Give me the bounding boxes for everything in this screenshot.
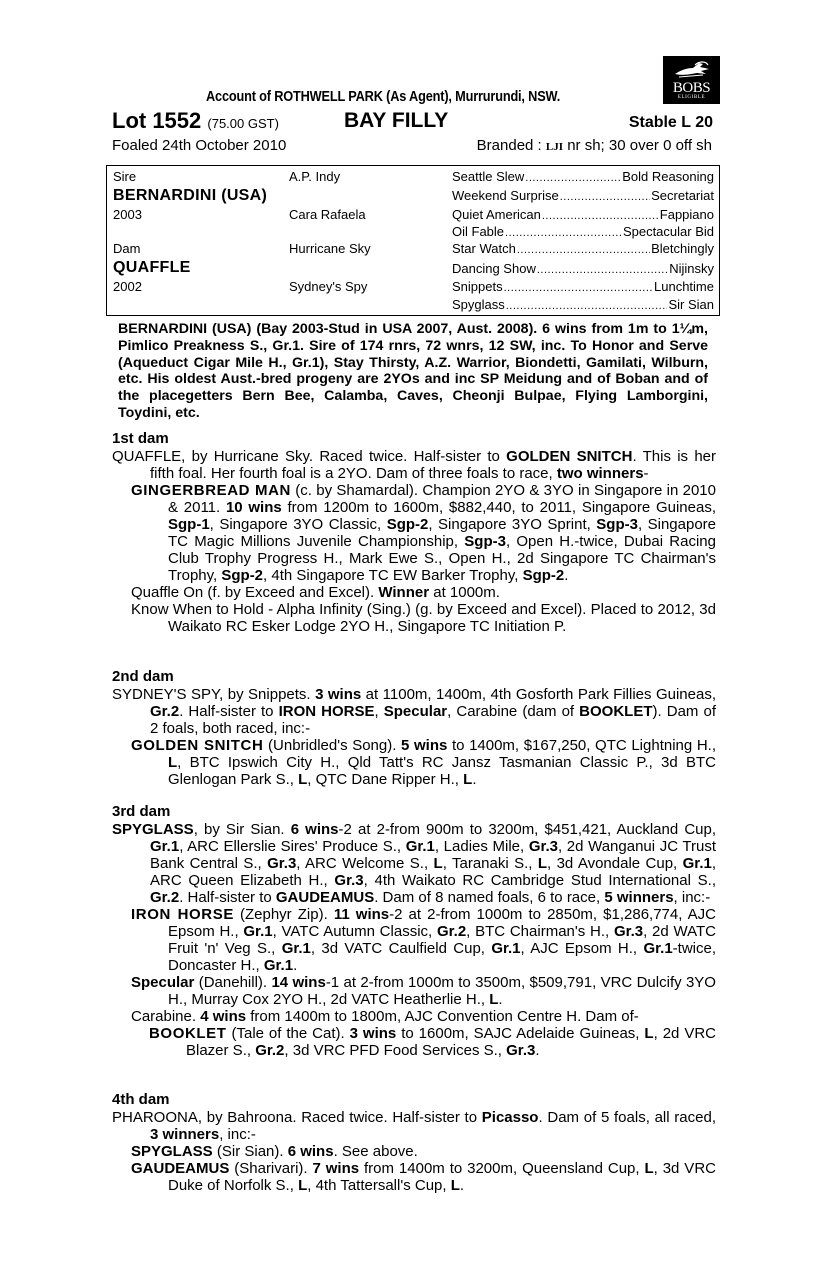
grandparent-row: Spyglass ..... Sir Sian: [452, 297, 714, 312]
logo-text: BOBS: [672, 80, 711, 96]
grandparent-row: Seattle Slew ..... Bold Reasoning: [452, 169, 714, 184]
dam-entry: SYDNEY'S SPY, by Snippets. 3 wins at 1100m, 1400m, 4th Gosforth Park Fillies Guineas, Gr.2. Half-sister to IRON HORSE, Specular, Carabine (dam of BOOKLET). Dam of 2 foals, both raced, inc:-: [112, 686, 717, 737]
progeny-entry: Specular (Danehill). 14 wins-1 at 2-from 1000m to 3500m, $509,791, VRC Dulcify 3YO H., Murray Cox 2YO H., 2d VATC Heatherlie H., L.: [131, 974, 716, 1008]
lot-label: Lot 1552: [112, 108, 202, 133]
dam-sire: Hurricane Sky: [289, 241, 371, 256]
progeny-entry: Know When to Hold - Alpha Infinity (Sing.) (g. by Exceed and Excel). Placed to 2012, 3d Waikato RC Esker Lodge 2YO H., Singapore TC Initiation P.: [131, 601, 716, 635]
progeny-entry: GAUDEAMUS (Sharivari). 7 wins from 1400m to 3200m, Queensland Cup, L, 3d VRC Duke of Norfolk S., L, 4th Tattersall's Cup, L.: [131, 1160, 716, 1194]
dam-section-1: [112, 430, 716, 635]
logo-subtext: ELIGIBLE: [677, 95, 706, 100]
section-heading: 1st dam: [112, 430, 169, 447]
bobs-eligible-logo: [663, 56, 720, 104]
dam-section-2: [112, 668, 716, 788]
foaled-date: Foaled 24th October 2010: [112, 137, 287, 154]
sire-label: Sire: [113, 169, 137, 184]
section-heading: 3rd dam: [112, 803, 171, 820]
sire-name: BERNARDINI (USA): [113, 187, 268, 204]
stable-location: Stable L 20: [628, 114, 713, 131]
grandparent-row: Quiet American ..... Fappiano: [452, 207, 714, 222]
progeny-entry: IRON HORSE (Zephyr Zip). 11 wins-2 at 2-from 1000m to 2850m, $1,286,774, AJC Epsom H., Gr.1, VATC Autumn Classic, Gr.2, BTC Chairman's H., Gr.3, 2d WATC Fruit 'n' Veg S., Gr.1, 3d VATC Caulfield Cup, Gr.1, AJC Epsom H., Gr.1-twice, Doncaster H., Gr.1.: [131, 906, 717, 974]
lot-gst: (75.00 GST): [207, 116, 279, 131]
dam-entry: PHAROONA, by Bahroona. Raced twice. Half-sister to Picasso. Dam of 5 foals, all raced, 3 winners, inc:-: [112, 1109, 716, 1143]
grandparent-row: Dancing Show ..... Nijinsky: [452, 261, 714, 276]
progeny-entry: Carabine. 4 wins from 1400m to 1800m, AJC Convention Centre H. Dam of-: [131, 1008, 639, 1025]
sire-sire: A.P. Indy: [289, 169, 341, 184]
dam-entry: SPYGLASS, by Sir Sian. 6 wins-2 at 2-from 900m to 3200m, $451,421, Auckland Cup, Gr.1, ARC Ellerslie Sires' Produce S., Gr.1, Ladies Mile, Gr.3, 2d Wanganui JC Trust Bank Central S., Gr.3, ARC Welcome S., L, Taranaki S., L, 3d Avondale Cup, Gr.1, ARC Queen Elizabeth H., Gr.3, 4th Waikato RC Cambridge Stud International S., Gr.2. Half-sister to GAUDEAMUS. Dam of 8 named foals, 6 to race, 5 winners, inc:-: [112, 821, 717, 906]
entries: [112, 1109, 716, 1194]
grandparent-row: Snippets ..... Lunchtime: [452, 279, 714, 294]
section-heading: 4th dam: [112, 1091, 170, 1108]
entries: [112, 821, 716, 1059]
dam-label: Dam: [113, 241, 141, 256]
dam-year: 2002: [113, 279, 142, 294]
progeny-entry: BOOKLET (Tale of the Cat). 3 wins to 1600m, SAJC Adelaide Guineas, L, 2d VRC Blazer S., Gr.2, 3d VRC PFD Food Services S., Gr.3.: [149, 1025, 717, 1059]
vendor-account: Account of ROTHWELL PARK (As Agent), Murrurundi, NSW.: [206, 89, 561, 105]
entries: [112, 686, 716, 788]
brand-mark: LJI: [545, 141, 564, 153]
pedigree-table: [106, 165, 720, 316]
sire-year: 2003: [113, 207, 142, 222]
branded-info: [477, 137, 712, 154]
grandparent-row: Star Watch ..... Bletchingly: [452, 241, 714, 256]
dam-section-3: [112, 803, 716, 1059]
sire-dam: Cara Rafaela: [289, 207, 366, 222]
progeny-entry: GOLDEN SNITCH (Unbridled's Song). 5 wins to 1400m, $167,250, QTC Lightning H., L, BTC Ipswich City H., Qld Tatt's RC Jansz Tasmanian Classic P., 3d BTC Glenlogan Park S., L, QTC Dane Ripper H., L.: [131, 737, 716, 788]
branded-suffix: nr sh; 30 over 0 off sh: [567, 137, 712, 154]
grandparent-row: Oil Fable ..... Spectacular Bid: [452, 224, 714, 239]
horse-head-icon: [673, 60, 711, 80]
lot-description: BAY FILLY: [344, 109, 449, 132]
dam-dam: Sydney's Spy: [289, 279, 368, 294]
dam-section-4: [112, 1091, 716, 1194]
dam-entry: QUAFFLE, by Hurricane Sky. Raced twice. Half-sister to GOLDEN SNITCH. This is her fifth foal. Her fourth foal is a 2YO. Dam of three foals to race, two winners-: [112, 448, 716, 482]
entries: [112, 448, 716, 635]
grandparent-row: Weekend Surprise ..... Secretariat: [452, 188, 714, 203]
lot-number: [112, 108, 279, 134]
dam-name: QUAFFLE: [113, 259, 191, 276]
progeny-entry: GINGERBREAD MAN (c. by Shamardal). Champion 2YO & 3YO in Singapore in 2010 & 2011. 10 wins from 1200m to 1600m, $882,440, to 2011, Singapore Guineas, Sgp-1, Singapore 3YO Classic, Sgp-2, Singapore 3YO Sprint, Sgp-3, Singapore TC Magic Millions Juvenile Championship, Sgp-3, Open H.-twice, Dubai Racing Club Trophy Progress H., Mark Ewe S., Open H., 2d Singapore TC Chairman's Trophy, Sgp-2, 4th Singapore TC EW Barker Trophy, Sgp-2.: [131, 482, 716, 584]
progeny-entry: SPYGLASS (Sir Sian). 6 wins. See above.: [131, 1143, 418, 1160]
progeny-entry: Quaffle On (f. by Exceed and Excel). Winner at 1000m.: [131, 584, 500, 601]
section-heading: 2nd dam: [112, 668, 174, 685]
branded-prefix: Branded :: [476, 137, 542, 154]
sire-summary: BERNARDINI (USA) (Bay 2003-Stud in USA 2007, Aust. 2008). 6 wins from 1m to 1¼m, Pimlico Preakness S., Gr.1. Sire of 174 rnrs, 72 wnrs, 12 SW, inc. To Honor and Serve (Aqueduct Cigar Mile H., Gr.1), Stay Thirsty, A.Z. Warrior, Biondetti, Gamilati, Wilburn, etc. His oldest Aust.-bred progeny are 2YOs and inc SP Meidung and of Boban and of the placegetters Bern Bee, Calamba, Caves, Cheonji Bulpae, Flying Lamborgini, Toydini, etc.: [118, 321, 708, 421]
